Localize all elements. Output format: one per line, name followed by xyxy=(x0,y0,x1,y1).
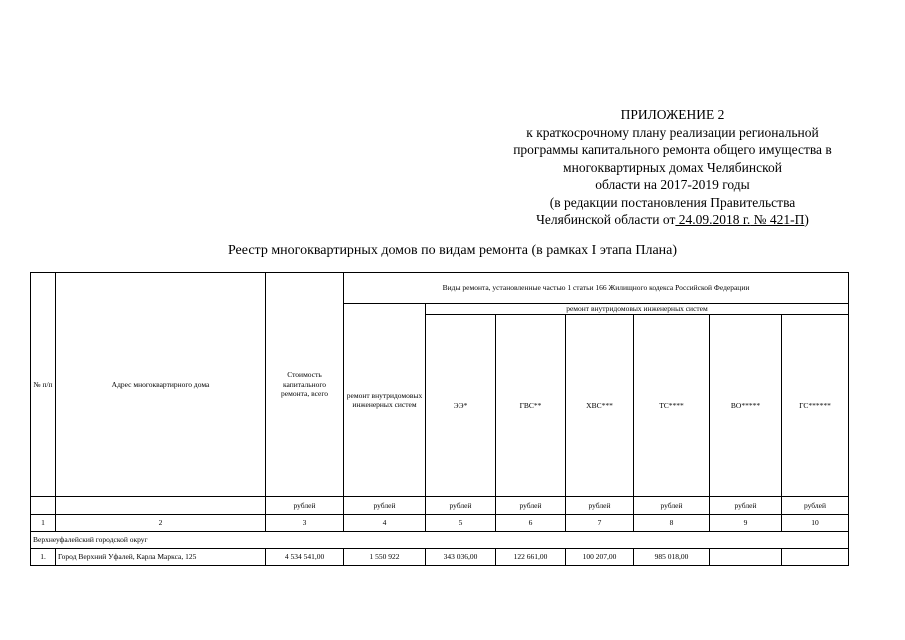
header-engineering-total: ремонт внутридомовых инженерных систем xyxy=(344,304,426,497)
column-number-4: 4 xyxy=(344,515,426,532)
column-number-3: 3 xyxy=(266,515,344,532)
unit-cell-hvs: рублей xyxy=(566,497,634,515)
column-number-6: 6 xyxy=(496,515,566,532)
header-system-gvs: ГВС** xyxy=(496,315,566,497)
appendix-line-4: области на 2017-2019 годы xyxy=(595,177,750,192)
row-cost-total: 4 534 541,00 xyxy=(266,549,344,566)
column-number-5: 5 xyxy=(426,515,496,532)
unit-cell-ee: рублей xyxy=(426,497,496,515)
unit-cell-engineering: рублей xyxy=(344,497,426,515)
header-system-hvs: ХВС*** xyxy=(566,315,634,497)
resolution-number: № 421-П xyxy=(750,212,805,227)
header-system-ee: ЭЭ* xyxy=(426,315,496,497)
column-number-9: 9 xyxy=(710,515,782,532)
header-address: Адрес многоквартирного дома xyxy=(56,273,266,497)
row-ee: 343 036,00 xyxy=(426,549,496,566)
document-title: Реестр многоквартирных домов по видам ремонта (в рамках I этапа Плана) xyxy=(227,243,678,258)
district-row: Верхнеуфалейский городской округ xyxy=(31,532,849,549)
row-hvs: 100 207,00 xyxy=(566,549,634,566)
appendix-line-1: к краткосрочному плану реализации региональной xyxy=(526,124,819,140)
appendix-line-5: (в редакции постановления Правительства xyxy=(549,194,796,210)
registry-table xyxy=(30,272,849,566)
appendix-last-suffix: ) xyxy=(804,212,809,227)
header-engineering-group: ремонт внутридомовых инженерных систем xyxy=(426,304,849,315)
table-row xyxy=(31,549,849,566)
appendix-header xyxy=(440,106,905,229)
row-gvs: 122 661,00 xyxy=(496,549,566,566)
appendix-last-prefix: Челябинской области от xyxy=(536,212,676,227)
appendix-title: ПРИЛОЖЕНИЕ 2 xyxy=(620,107,725,122)
header-system-ts: ТС**** xyxy=(634,315,710,497)
row-engineering: 1 550 922 xyxy=(344,549,426,566)
column-number-1: 1 xyxy=(31,515,56,532)
appendix-last-line xyxy=(440,211,905,229)
unit-cell-empty-1 xyxy=(31,497,56,515)
column-number-10: 10 xyxy=(782,515,849,532)
column-number-7: 7 xyxy=(566,515,634,532)
unit-cell-vo: рублей xyxy=(710,497,782,515)
header-system-vo: ВО***** xyxy=(710,315,782,497)
unit-cell-gs: рублей xyxy=(782,497,849,515)
header-repair-types: Виды ремонта, установленные частью 1 статьи 166 Жилищного кодекса Российской Федерации xyxy=(344,273,849,304)
unit-cell-ts: рублей xyxy=(634,497,710,515)
unit-cell-empty-2 xyxy=(56,497,266,515)
resolution-date: 24.09.2018 г. xyxy=(675,212,751,227)
column-number-8: 8 xyxy=(634,515,710,532)
row-ts: 985 018,00 xyxy=(634,549,710,566)
row-address: Город Верхний Уфалей, Карла Маркса, 125 xyxy=(56,549,266,566)
header-num: № п/п xyxy=(31,273,56,497)
appendix-line-2: программы капитального ремонта общего имущества в xyxy=(513,142,832,157)
header-system-gs: ГС****** xyxy=(782,315,849,497)
appendix-line-3: многоквартирных домах Челябинской xyxy=(563,159,782,175)
row-gs xyxy=(782,549,849,566)
row-num: 1. xyxy=(31,549,56,566)
unit-cell-cost: рублей xyxy=(266,497,344,515)
row-vo xyxy=(710,549,782,566)
column-number-2: 2 xyxy=(56,515,266,532)
unit-cell-gvs: рублей xyxy=(496,497,566,515)
header-cost: Стоимость капитального ремонта, всего xyxy=(266,273,344,497)
